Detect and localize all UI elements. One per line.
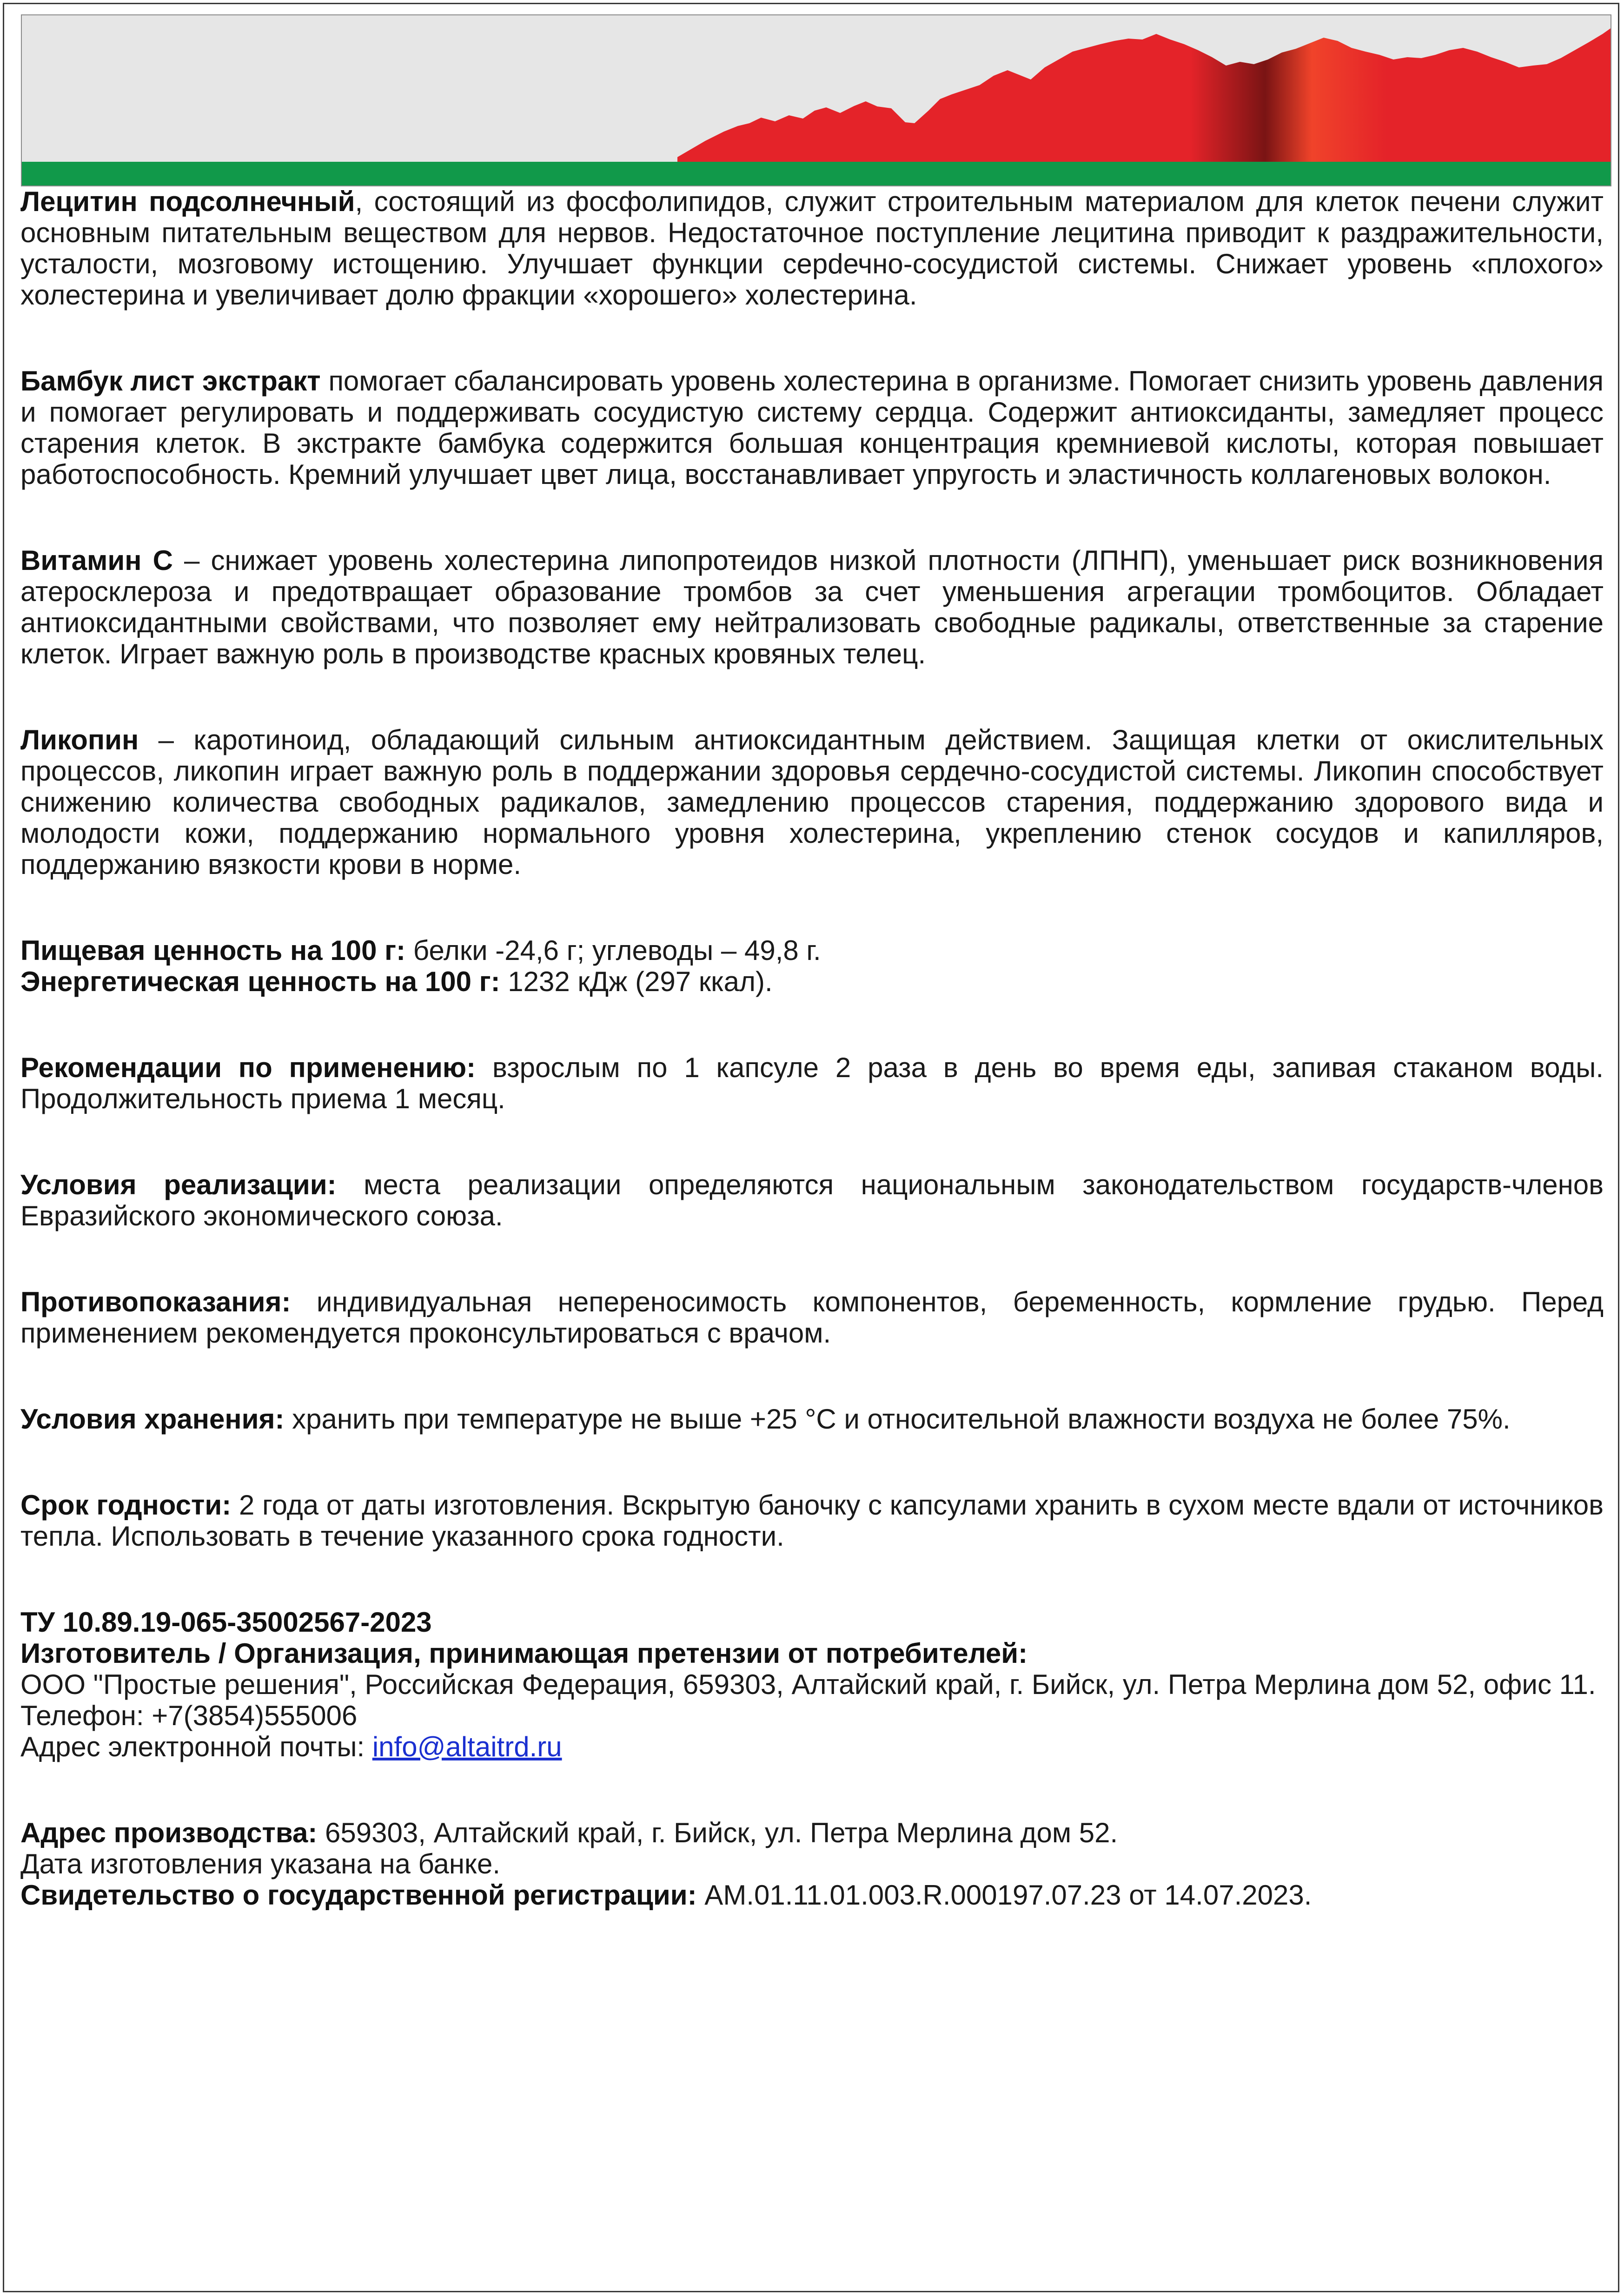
vitamin-c-title: Витамин С [20, 545, 173, 576]
document-body [20, 186, 1604, 1965]
production-address-value: 659303, Алтайский край, г. Бийск, ул. Петра Мерлина дом 52. [317, 1817, 1118, 1848]
paragraph-storage [20, 1403, 1604, 1435]
lycopene-title: Ликопин [20, 724, 139, 755]
storage-label: Условия хранения: [20, 1403, 285, 1435]
paragraph-bamboo [20, 365, 1604, 490]
manufacturer-email-line [20, 1731, 1604, 1762]
email-link[interactable]: info@altaitrd.ru [372, 1731, 562, 1762]
recommendations-text: взрослым по 1 капсуле 2 раза в день во время еды, запивая стаканом воды. Продолжительность приема 1 месяц. [20, 1052, 1604, 1114]
header-banner [21, 14, 1611, 186]
bamboo-title: Бамбук лист экстракт [20, 365, 321, 397]
registration-certificate-value: АМ.01.11.01.003.R.000197.07.23 от 14.07.2023. [696, 1879, 1312, 1911]
tu-line [20, 1607, 1604, 1638]
shelf-life-label: Срок годности: [20, 1489, 232, 1521]
registration-certificate-line [20, 1879, 1411, 1911]
contraindications-text: индивидуальная непереносимость компонентов, беременность, кормление грудью. Перед применением рекомендуется проконсультироваться с врачом. [20, 1286, 1604, 1349]
tu-number: ТУ 10.89.19-065-35002567-2023 [20, 1607, 432, 1638]
production-address-line [20, 1817, 1604, 1848]
mountain-illustration [22, 15, 1611, 185]
shelf-life-text: 2 года от даты изготовления. Вскрытую баночку с капсулами хранить в сухом месте вдали от источников тепла. Использовать в течение указанного срока годности. [20, 1489, 1604, 1552]
paragraph-vitamin-c [20, 545, 1604, 669]
bamboo-text: помогает сбалансировать уровень холестерина в организме. Помогает снизить уровень давления и помогает регулировать и поддерживать сосудистую систему сердца. Содержит антиоксиданты, замедляет процесс старения клеток. В экстракте бамбука содержится большая концентрация кремниевой кислоты, которая повышает работоспособность. Кремний улучшает цвет лица, восстанавливает упругость и эластичность коллагеновых волокон. [20, 365, 1604, 490]
sale-text: места реализации определяются национальным законодательством государств-членов Евразийского экономического союза. [20, 1169, 1604, 1231]
energy-value-label: Энергетическая ценность на 100 г: [20, 966, 500, 997]
production-date-note: Дата изготовления указана на банке. [20, 1848, 500, 1879]
food-value-text: белки -24,6 г; углеводы – 49,8 г. [405, 935, 821, 966]
vitamin-c-text: – снижает уровень холестерина липопротеидов низкой плотности (ЛПНП), уменьшает риск возникновения атеросклероза и предотвращает образование тромбов за счет уменьшения агрегации тромбоцитов. Обладает антиоксидантными свойствами, что позволяет ему нейтрализовать свободные радикалы, ответственные за старение клеток. Играет важную роль в производстве красных кровяных телец. [20, 545, 1604, 669]
storage-text: хранить при температуре не выше +25 °С и относительной влажности воздуха не более 75%. [284, 1403, 1511, 1435]
food-value-label: Пищевая ценность на 100 г: [20, 935, 406, 966]
manufacturer-phone: Телефон: +7(3854)555006 [20, 1700, 358, 1731]
paragraph-lecithin [20, 186, 1604, 311]
paragraph-shelf-life [20, 1489, 1604, 1552]
energy-value-text: 1232 кДж (297 ккал). [500, 966, 773, 997]
lycopene-text: – каротиноид, обладающий сильным антиоксидантным действием. Защищая клетки от окислительных процессов, ликопин играет важную роль в поддержании здоровья сердечно-сосудистой системы. Ликопин способствует снижению количества свободных радикалов, замедлению процессов старения, поддержанию здорового вида и молодости кожи, поддержанию нормального уровня холестерина, укреплению стенок сосудов и капилляров, поддержанию вязкости крови в норме. [20, 724, 1604, 880]
recommendations-label: Рекомендации по применению: [20, 1052, 476, 1083]
green-stripe [22, 162, 1611, 185]
email-label: Адрес электронной почты: [20, 1731, 372, 1762]
manufacturer-block [20, 1607, 1604, 1762]
paragraph-contraindications [20, 1286, 1604, 1349]
manufacturer-heading-line [20, 1638, 1604, 1669]
production-address-label: Адрес производства: [20, 1817, 318, 1848]
food-value-line [20, 935, 1604, 966]
nutrition-block [20, 935, 1604, 997]
production-block [20, 1817, 1604, 1911]
lecithin-text: , состоящий из фосфолипидов, служит строительным материалом для клеток печени служит основным питательным веществом для нервов. Недостаточное поступление лецитина приводит к раздражительности, усталости, мозговому истощению. Улучшает функции серdечно-сосудистой системы. Снижает уровень «плохого» холестерина и увеличивает долю фракции «хорошего» холестерина. [20, 186, 1604, 311]
paragraph-lycopene [20, 724, 1604, 880]
manufacturer-address: ООО "Простые решения", Российская Федерация, 659303, Алтайский край, г. Бийск, ул. Петра Мерлина дом 52, офис 11. [20, 1669, 1596, 1700]
lecithin-title: Лецитин подсолнечный [20, 186, 355, 217]
energy-value-line [20, 966, 1604, 997]
manufacturer-heading: Изготовитель / Организация, принимающая претензии от потребителей: [20, 1638, 1028, 1669]
paragraph-sale-conditions [20, 1169, 1604, 1231]
contraindications-label: Противопоказания: [20, 1286, 291, 1317]
paragraph-recommendations [20, 1052, 1604, 1114]
registration-certificate-label: Свидетельство о государственной регистрации: [20, 1879, 697, 1911]
sale-label: Условия реализации: [20, 1169, 337, 1200]
